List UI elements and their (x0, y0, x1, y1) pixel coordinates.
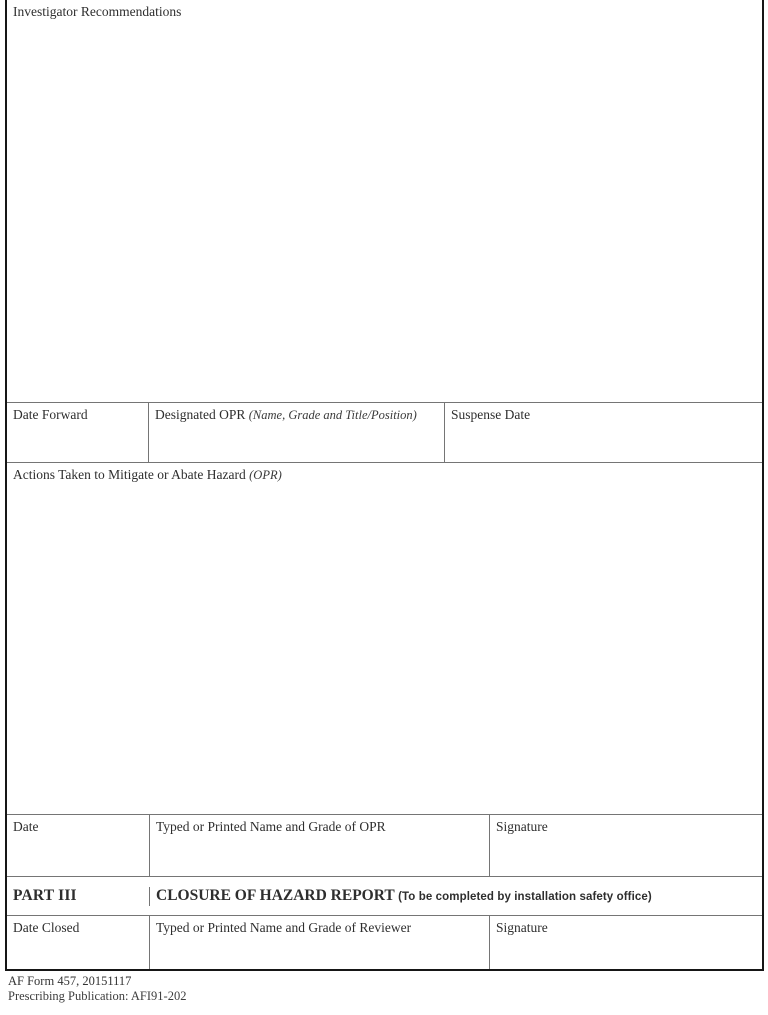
opr-typed-name-label: Typed or Printed Name and Grade of OPR (156, 819, 386, 834)
closure-note: (To be completed by installation safety office) (398, 890, 652, 903)
date-forward-label: Date Forward (13, 407, 88, 422)
date-label: Date (13, 819, 39, 834)
designated-opr-cell (148, 403, 444, 462)
reviewer-typed-name-cell (149, 916, 489, 969)
investigator-recommendations-cell (7, 0, 762, 402)
reviewer-signature-input[interactable] (496, 937, 757, 969)
reviewer-typed-name-input[interactable] (156, 937, 484, 969)
reviewer-signature-cell (489, 916, 762, 969)
opr-typed-name-cell (149, 815, 489, 876)
closure-title: CLOSURE OF HAZARD REPORT (156, 886, 395, 904)
prescribing-publication-text: Prescribing Publication: AFI91-202 (8, 989, 187, 1003)
actions-taken-input[interactable] (13, 484, 757, 814)
actions-taken-cell (7, 463, 762, 814)
suspense-date-cell (444, 403, 762, 462)
form-footer (8, 974, 186, 1004)
investigator-recommendations-input[interactable] (13, 21, 757, 402)
designated-opr-label (155, 406, 439, 424)
investigator-recommendations-section (7, 0, 762, 402)
date-closed-input[interactable] (13, 937, 144, 969)
designated-opr-note: (Name, Grade and Title/Position) (248, 408, 417, 422)
closure-signoff-row (7, 915, 762, 969)
opr-typed-name-input[interactable] (156, 836, 484, 876)
actions-taken-label (13, 466, 757, 484)
reviewer-signature-label: Signature (496, 920, 548, 935)
part-iii-label: PART III (13, 887, 77, 904)
actions-taken-note: (OPR) (249, 468, 282, 482)
actions-taken-label-text: Actions Taken to Mitigate or Abate Hazard (13, 467, 246, 482)
opr-signature-label: Signature (496, 819, 548, 834)
part-iii-title-cell (149, 887, 762, 906)
opr-signature-input[interactable] (496, 836, 757, 876)
date-forward-cell (7, 403, 148, 462)
suspense-date-input[interactable] (451, 424, 757, 462)
date-forward-input[interactable] (13, 424, 143, 462)
date-closed-cell (7, 916, 149, 969)
designated-opr-label-text: Designated OPR (155, 407, 246, 422)
hazard-report-form (5, 0, 764, 971)
suspense-date-label: Suspense Date (451, 407, 531, 422)
actions-taken-section (7, 462, 762, 814)
form-id-text: AF Form 457, 20151117 (8, 974, 132, 988)
reviewer-typed-name-label: Typed or Printed Name and Grade of Reviewer (156, 920, 412, 935)
opr-signoff-row (7, 814, 762, 876)
designated-opr-input[interactable] (155, 424, 439, 462)
investigator-recommendations-label: Investigator Recommendations (13, 4, 182, 19)
date-cell (7, 815, 149, 876)
opr-signature-cell (489, 815, 762, 876)
forward-row (7, 402, 762, 462)
date-closed-label: Date Closed (13, 920, 80, 935)
part-iii-header-row (7, 876, 762, 915)
date-input[interactable] (13, 836, 144, 876)
